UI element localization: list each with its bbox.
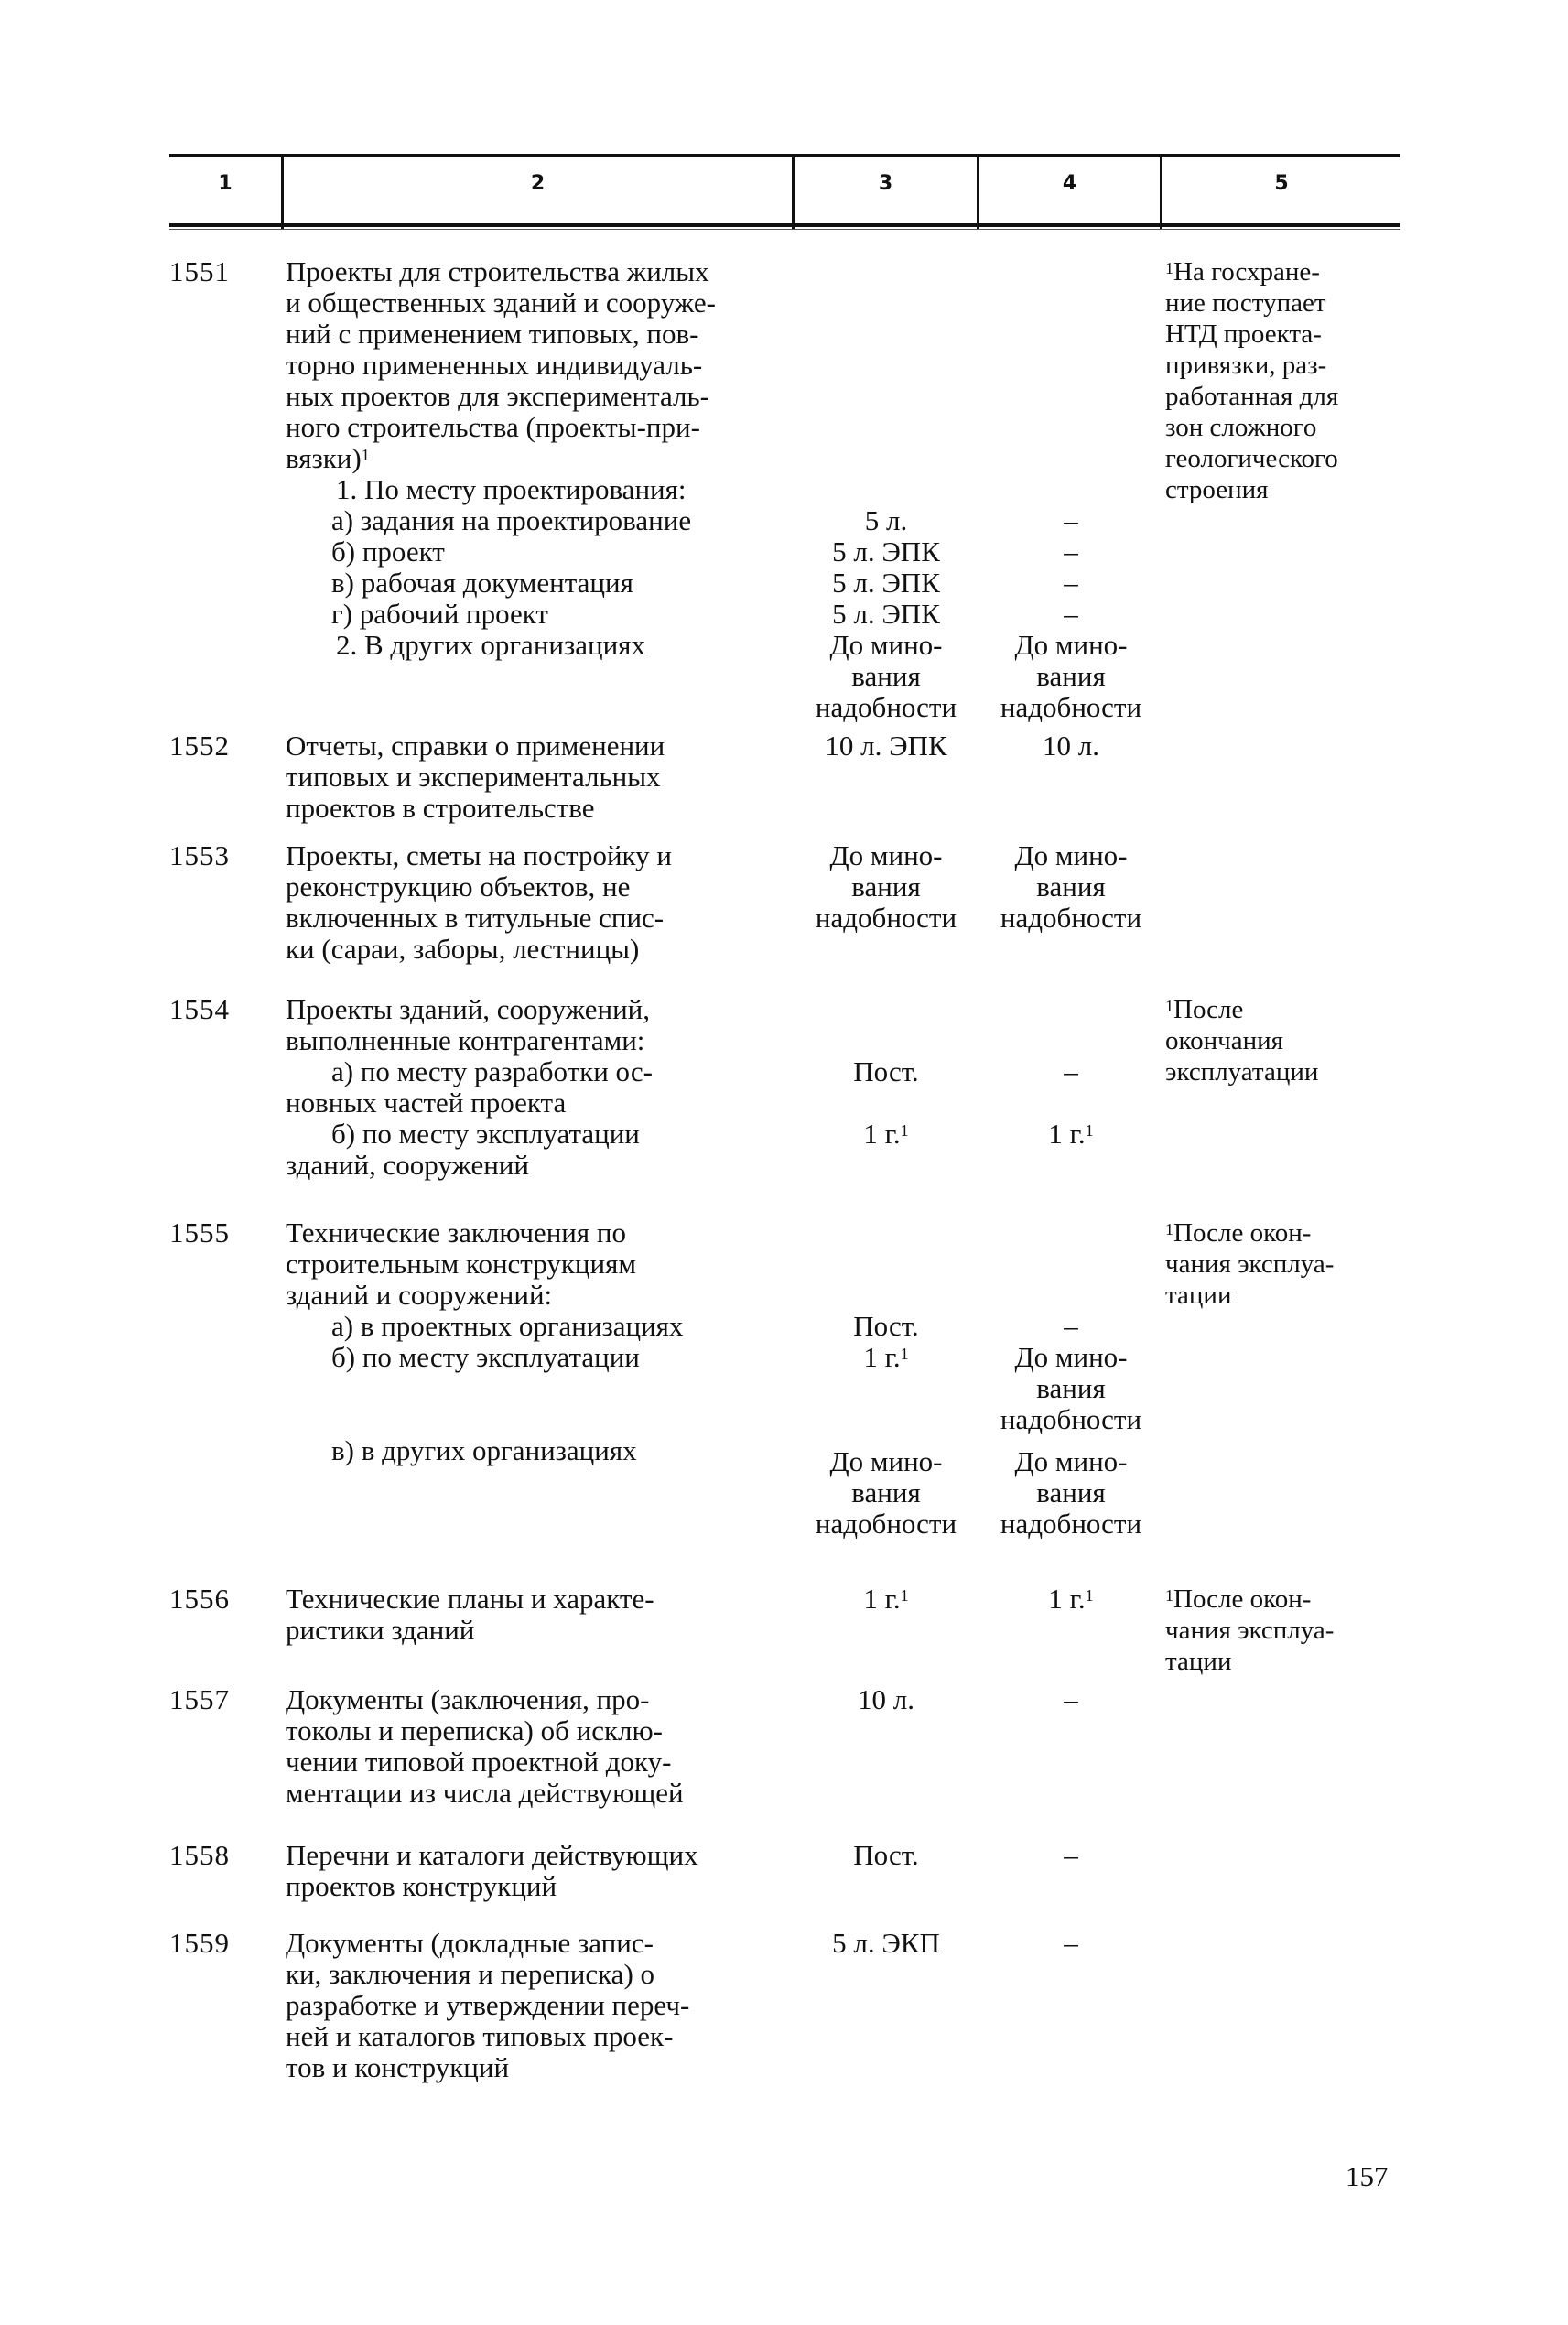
cell-value: надобности xyxy=(815,902,957,934)
sub-item: в) в других организациях xyxy=(331,1434,637,1466)
sub-item: б) проект xyxy=(331,535,445,568)
row-description xyxy=(286,1840,798,1902)
retention-col-4: – xyxy=(1064,1839,1078,1871)
note-line: чания эксплуа- xyxy=(1165,1249,1335,1279)
cell-value: До мино- xyxy=(1014,629,1128,661)
desc-line: и общественных зданий и сооруже- xyxy=(286,287,716,319)
desc-line: включенных в титульные спис- xyxy=(286,902,665,934)
desc-line: ных проектов для эксперименталь- xyxy=(286,380,709,412)
desc-line: Документы (заключения, про- xyxy=(286,1683,650,1715)
header-col-4: 4 xyxy=(1062,172,1077,195)
row-note xyxy=(1165,256,1412,505)
retention-col-4 xyxy=(979,840,1162,934)
desc-line: Технические планы и характе- xyxy=(286,1583,654,1615)
header-bottom-rule xyxy=(169,223,1400,227)
sub-heading: 1. По месту проектирования: xyxy=(336,473,687,505)
footnote-mark: 1 xyxy=(1165,259,1173,277)
cell-value: вания xyxy=(851,871,921,903)
row-description xyxy=(286,1584,798,1646)
retention-col-3 xyxy=(795,505,978,723)
cell-value: До мино- xyxy=(829,629,943,661)
cell-value: надобности xyxy=(815,1508,957,1540)
cell-value: вания xyxy=(851,660,921,692)
cell-value: вания xyxy=(1036,871,1106,903)
retention-col-3: Пост. xyxy=(853,1310,919,1342)
row-description xyxy=(286,730,798,824)
note-line: После окон- xyxy=(1173,1218,1312,1248)
row-description xyxy=(286,1684,798,1809)
cell-value: 5 л. ЭПК xyxy=(832,567,940,599)
footnote-mark: 1 xyxy=(1085,1586,1094,1605)
sub-item: а) в проектных организациях xyxy=(331,1310,684,1342)
note-line: привязки, раз- xyxy=(1165,351,1327,380)
desc-line: ментации из числа действующей xyxy=(286,1777,684,1809)
retention-col-4 xyxy=(979,1119,1162,1150)
retention-col-3: 5 л. ЭКП xyxy=(832,1927,940,1959)
desc-line: разработке и утверждении переч- xyxy=(286,1989,690,2021)
retention-col-3: Пост. xyxy=(853,1055,919,1087)
cell-value: До мино- xyxy=(1014,1445,1128,1477)
desc-line: торно примененных индивидуаль- xyxy=(286,349,703,381)
header-col-2: 2 xyxy=(530,172,546,195)
row-description xyxy=(286,256,798,661)
cell-value: – xyxy=(1064,535,1078,568)
cell-value: надобности xyxy=(1000,902,1142,934)
desc-line: Документы (докладные запис- xyxy=(286,1927,654,1959)
cell-value: До мино- xyxy=(1014,839,1128,871)
cell-value: надобности xyxy=(1000,691,1142,723)
header-bottom-rule-thin xyxy=(169,229,1400,230)
desc-line: зданий и сооружений: xyxy=(286,1279,553,1311)
row-description xyxy=(286,1217,798,1466)
cell-value: надобности xyxy=(1000,1403,1142,1435)
header-col-3: 3 xyxy=(878,172,893,195)
desc-line: Проекты, сметы на постройку и xyxy=(286,839,673,871)
cell-value: До мино- xyxy=(829,1445,943,1477)
retention-col-3: 10 л. ЭПК xyxy=(825,730,947,762)
retention-col-4 xyxy=(979,505,1162,723)
retention-col-4 xyxy=(979,1342,1162,1435)
desc-line: ний с применением типовых, пов- xyxy=(286,318,699,350)
note-line: тации xyxy=(1165,1281,1232,1310)
row-number: 1556 xyxy=(169,1583,230,1615)
sub-item: 2. В других организациях xyxy=(336,629,645,661)
retention-col-3 xyxy=(795,1446,978,1540)
cell-value: 1 г. xyxy=(863,1118,901,1150)
retention-col-4: – xyxy=(1064,1927,1078,1959)
desc-line: реконструкцию объектов, не xyxy=(286,871,631,903)
cell-value: – xyxy=(1064,504,1078,536)
desc-line: токолы и переписка) об исклю- xyxy=(286,1714,663,1746)
sub-item: а) по месту разработки ос- xyxy=(331,1055,653,1087)
desc-line: Проекты для строительства жилых xyxy=(286,255,709,287)
desc-line: ки, заключения и переписка) о xyxy=(286,1958,655,1990)
row-note xyxy=(1165,1584,1412,1677)
footnote-mark: 1 xyxy=(900,1586,909,1605)
cell-value: 5 л. ЭПК xyxy=(832,535,940,568)
row-number: 1557 xyxy=(169,1683,230,1715)
sub-item: б) по месту эксплуатации xyxy=(331,1118,640,1150)
sub-item-continued: зданий, сооружений xyxy=(286,1149,529,1181)
note-line: геологического xyxy=(1165,444,1338,473)
row-description xyxy=(286,840,798,965)
desc-line: чении типовой проектной доку- xyxy=(286,1746,672,1778)
note-line: После окон- xyxy=(1173,1584,1312,1614)
cell-value: вания xyxy=(1036,1476,1106,1509)
footnote-mark: 1 xyxy=(361,446,370,464)
sub-item: а) задания на проектирование xyxy=(331,504,692,536)
retention-col-4: 10 л. xyxy=(1043,730,1099,762)
row-description xyxy=(286,994,798,1181)
cell-value: вания xyxy=(1036,1372,1106,1404)
cell-value: До мино- xyxy=(1014,1341,1128,1373)
row-note xyxy=(1165,1217,1412,1311)
cell-value: 1 г. xyxy=(863,1583,901,1615)
desc-line: Перечни и каталоги действующих xyxy=(286,1839,698,1871)
footnote-mark: 1 xyxy=(1085,1121,1094,1140)
note-line: строения xyxy=(1165,475,1269,504)
note-line: тации xyxy=(1165,1647,1232,1676)
desc-line: ного строительства (проекты-при- xyxy=(286,411,700,443)
footnote-mark: 1 xyxy=(1165,997,1173,1015)
cell-value: – xyxy=(1064,567,1078,599)
desc-line: ристики зданий xyxy=(286,1614,475,1646)
cell-value: 5 л. xyxy=(864,504,908,536)
desc-line: тов и конструкций xyxy=(286,2051,510,2083)
row-number: 1555 xyxy=(169,1217,230,1249)
retention-col-3 xyxy=(795,1119,978,1150)
cell-value: 1 г. xyxy=(863,1341,901,1373)
row-number: 1559 xyxy=(169,1927,230,1959)
note-line: окончания xyxy=(1165,1026,1283,1055)
note-line: работанная для xyxy=(1165,382,1339,411)
note-line: На госхране- xyxy=(1173,257,1320,287)
note-line: После xyxy=(1173,995,1244,1024)
sub-item-continued: новных частей проекта xyxy=(286,1087,567,1119)
row-number: 1558 xyxy=(169,1839,230,1871)
footnote-mark: 1 xyxy=(900,1345,909,1363)
retention-col-4: – xyxy=(1064,1683,1078,1715)
row-number: 1551 xyxy=(169,255,230,287)
desc-line: Проекты зданий, сооружений, xyxy=(286,993,651,1025)
header-top-rule xyxy=(169,154,1400,157)
sub-item: в) рабочая документация xyxy=(331,567,633,599)
sub-item: г) рабочий проект xyxy=(331,598,548,630)
row-note xyxy=(1165,994,1412,1087)
cell-value: 5 л. ЭПК xyxy=(832,598,940,630)
retention-col-3 xyxy=(795,840,978,934)
desc-line: вязки) xyxy=(286,442,362,474)
cell-value: надобности xyxy=(1000,1508,1142,1540)
footnote-mark: 1 xyxy=(1165,1586,1173,1605)
row-number: 1552 xyxy=(169,730,230,762)
note-line: эксплуатации xyxy=(1165,1057,1319,1087)
desc-line: строительным конструкциям xyxy=(286,1248,636,1280)
retention-col-3 xyxy=(795,1342,978,1373)
retention-col-4: – xyxy=(1064,1055,1078,1087)
cell-value: 1 г. xyxy=(1048,1118,1086,1150)
cell-value: вания xyxy=(1036,660,1106,692)
desc-line: проектов конструкций xyxy=(286,1870,557,1902)
footnote-mark: 1 xyxy=(900,1121,909,1140)
desc-line: ней и каталогов типовых проек- xyxy=(286,2020,674,2052)
note-line: чания эксплуа- xyxy=(1165,1616,1335,1645)
retention-col-3: Пост. xyxy=(853,1839,919,1871)
page-number: 157 xyxy=(1346,2160,1389,2192)
desc-line: Технические заключения по xyxy=(286,1217,626,1249)
sub-item: б) по месту эксплуатации xyxy=(331,1341,640,1373)
row-number: 1554 xyxy=(169,993,230,1025)
note-line: НТД проекта- xyxy=(1165,319,1322,349)
cell-value: До мино- xyxy=(829,839,943,871)
retention-col-4: – xyxy=(1064,1310,1078,1342)
header-col-5: 5 xyxy=(1274,172,1289,195)
cell-value: 1 г. xyxy=(1048,1583,1086,1615)
desc-line: типовых и экспериментальных xyxy=(286,761,661,793)
desc-line: Отчеты, справки о применении xyxy=(286,730,665,762)
footnote-mark: 1 xyxy=(1165,1220,1173,1238)
desc-line: ки (сараи, заборы, лестницы) xyxy=(286,933,640,965)
note-line: зон сложного xyxy=(1165,413,1317,442)
cell-value: вания xyxy=(851,1476,921,1509)
note-line: ние поступает xyxy=(1165,288,1326,318)
retention-col-4 xyxy=(979,1584,1162,1615)
desc-line: выполненные контрагентами: xyxy=(286,1024,645,1056)
row-description xyxy=(286,1928,798,2083)
header-col-1: 1 xyxy=(218,172,232,195)
desc-line: проектов в строительстве xyxy=(286,792,595,824)
retention-col-3 xyxy=(795,1584,978,1615)
cell-value: – xyxy=(1064,598,1078,630)
table-header xyxy=(169,154,1400,227)
row-number: 1553 xyxy=(169,839,230,871)
retention-col-4 xyxy=(979,1446,1162,1540)
retention-col-3: 10 л. xyxy=(858,1683,914,1715)
cell-value: надобности xyxy=(815,691,957,723)
